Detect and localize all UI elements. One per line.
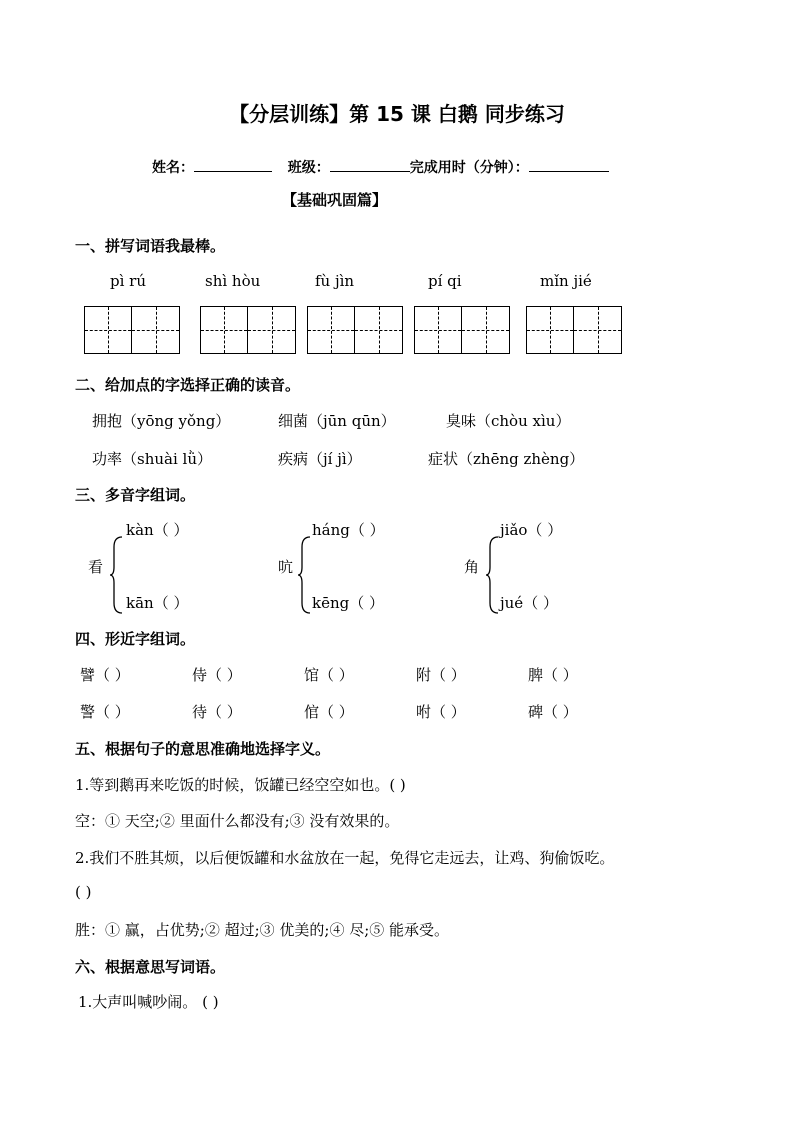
reading-item: 症状（zhēng zhèng） [428,450,585,468]
brace-icon [298,535,312,615]
question-6-1: 1.大声叫喊吵闹。 ( ) [78,993,219,1011]
reading-item: 功率（shuài lǜ） [92,450,212,468]
section-5-heading: 五、根据句子的意思准确地选择字义。 [75,740,331,758]
question-1-options: 空：① 天空;② 里面什么都没有;③ 没有效果的。 [75,812,400,830]
student-info [152,157,609,177]
similar-char-item: 碑（ ） [528,703,578,721]
similar-char-item: 警（ ） [80,703,130,721]
writing-grid-4[interactable] [414,306,510,354]
brace-icon [110,535,124,615]
grid-cell[interactable] [132,307,179,353]
pinyin-3: fù jìn [315,272,355,290]
polyphone-top: háng（ ） [312,521,385,539]
similar-char-item: 譬（ ） [80,666,130,684]
writing-grid-1[interactable] [84,306,180,354]
brace-icon [486,535,500,615]
class-label: 班级： [287,160,330,176]
similar-char-item: 咐（ ） [416,703,466,721]
section-3-heading: 三、多音字组词。 [75,486,196,504]
question-2: 2.我们不胜其烦，以后便饭罐和水盆放在一起，免得它走远去，让鸡、狗偷饭吃。 [75,849,615,867]
similar-char-item: 馆（ ） [304,666,354,684]
class-blank [330,157,410,172]
similar-char-item: 附（ ） [416,666,466,684]
time-label: 完成用时（分钟）： [409,160,529,176]
grid-cell[interactable] [201,307,248,353]
section-6-heading: 六、根据意思写词语。 [75,958,226,976]
question-2-options: 胜：① 赢，占优势;② 超过;③ 优美的;④ 尽;⑤ 能承受。 [75,921,450,939]
polyphone-bottom: jué（ ） [500,594,558,612]
section-4-heading: 四、形近字组词。 [75,630,196,648]
grid-cell[interactable] [462,307,509,353]
reading-item: 疾病（jí jì） [278,450,362,468]
similar-char-item: 倌（ ） [304,703,354,721]
reading-item: 臭味（chòu xìu） [446,412,571,430]
polyphone-top: jiǎo（ ） [500,521,563,539]
pinyin-4: pí qi [428,272,462,290]
section-subtitle: 【基础巩固篇】 [282,191,388,209]
name-blank [194,157,272,172]
polyphone-bottom: kēng（ ） [312,594,384,612]
pinyin-2: shì hòu [205,272,261,290]
grid-cell[interactable] [248,307,295,353]
similar-char-item: 待（ ） [192,703,242,721]
reading-item: 拥抱（yōng yǒng） [92,412,231,430]
writing-grid-5[interactable] [526,306,622,354]
polyphone-char: 角 [464,558,480,576]
polyphone-top: kàn（ ） [126,521,189,539]
grid-cell[interactable] [415,307,462,353]
similar-char-item: 脾（ ） [528,666,578,684]
pinyin-1: pì rú [110,272,146,290]
section-2-heading: 二、给加点的字选择正确的读音。 [75,376,301,394]
writing-grid-3[interactable] [307,306,403,354]
question-2-blank: ( ) [75,883,92,901]
reading-item: 细菌（jūn qūn） [278,412,396,430]
name-label: 姓名： [152,160,194,176]
grid-cell[interactable] [355,307,402,353]
grid-cell[interactable] [308,307,355,353]
polyphone-char: 吭 [278,558,294,576]
similar-char-item: 侍（ ） [192,666,242,684]
grid-cell[interactable] [527,307,574,353]
polyphone-char: 看 [88,558,104,576]
question-1: 1.等到鹅再来吃饭的时候，饭罐已经空空如也。( ) [75,776,406,794]
page-title: 【分层训练】第 15 课 白鹅 同步练习 [229,102,565,126]
grid-cell[interactable] [85,307,132,353]
time-blank [529,157,609,172]
grid-cell[interactable] [574,307,621,353]
writing-grid-2[interactable] [200,306,296,354]
pinyin-5: mǐn jié [540,272,592,290]
polyphone-bottom: kān（ ） [126,594,189,612]
section-1-heading: 一、拼写词语我最棒。 [75,237,226,255]
